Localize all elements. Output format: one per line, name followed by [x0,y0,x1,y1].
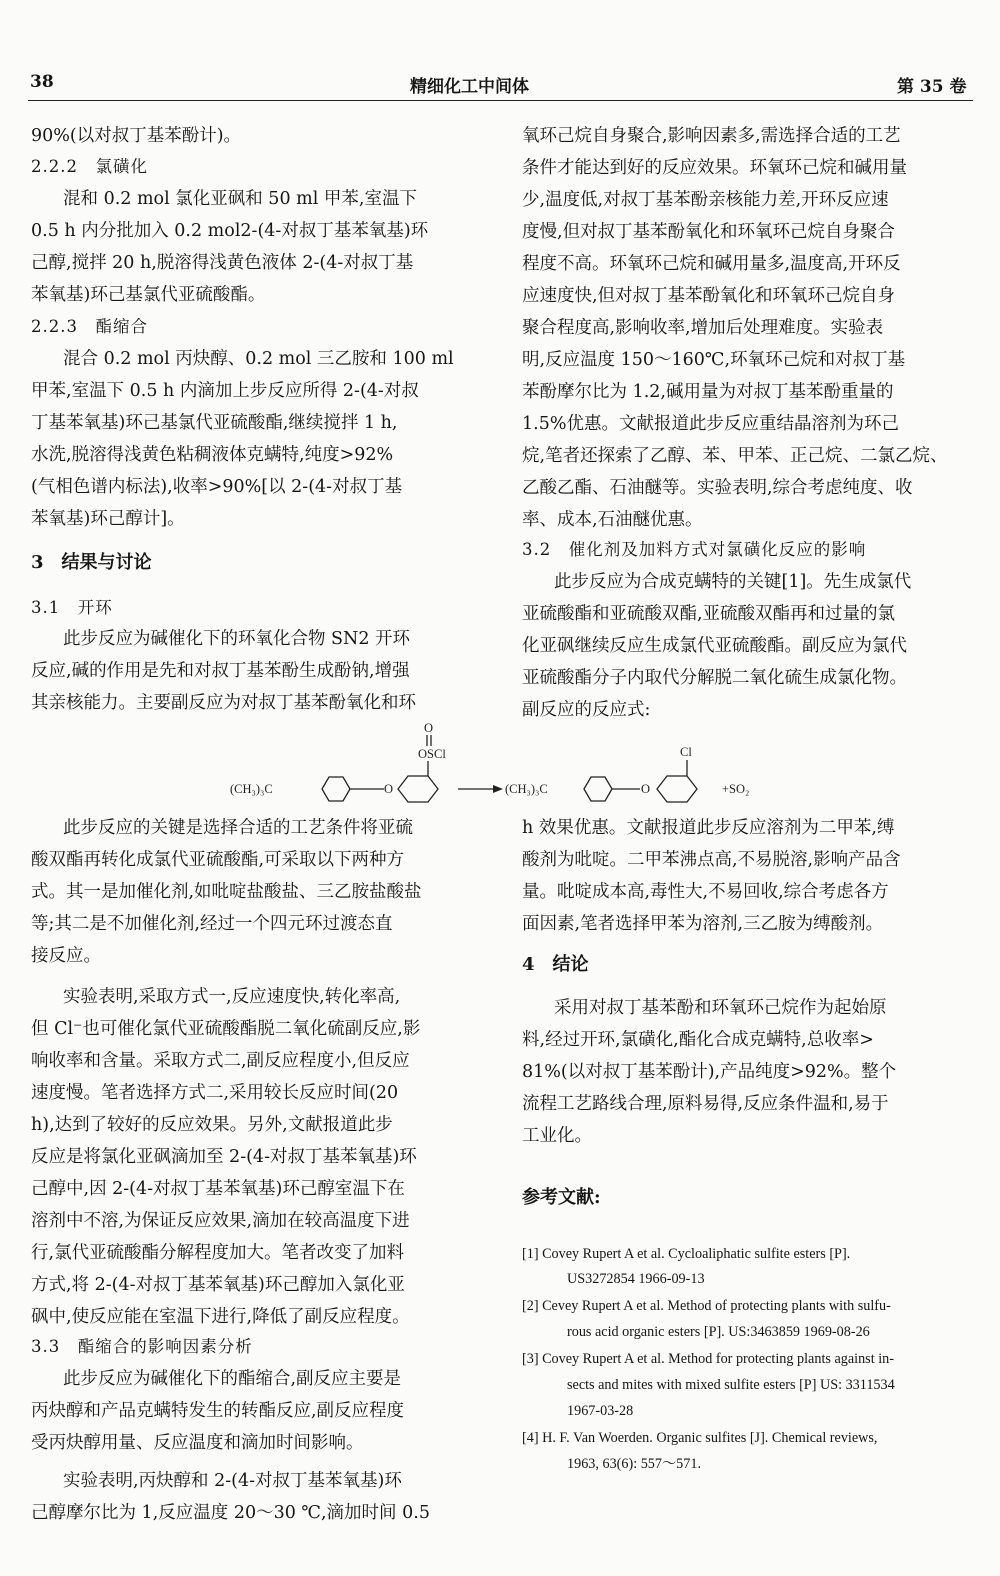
reference-item: sects and mites with mixed sulfite esters [P] US: 3311534 [567,1377,895,1393]
paragraph-line: 行,氯代亚硫酸酯分解程度加大。笔者改变了加料 [31,1243,405,1263]
paragraph-line: 81%(以对叔丁基苯酚计),产品纯度>92%。整个 [522,1062,897,1082]
paragraph-line: 水洗,脱溶得浅黄色粘稠液体克螨特,纯度>92% [31,445,394,465]
paragraph-line: 受丙炔醇用量、反应温度和滴加时间影响。 [31,1433,364,1453]
tert-butyl-group-right: (CH₃)₃C [505,782,548,796]
paragraph-line: 酸剂为吡啶。二甲苯沸点高,不易脱溶,影响产品含 [522,850,901,870]
paragraph-line: 度慢,但对叔丁基苯酚氧化和环氧环己烷自身聚合 [522,222,896,242]
paragraph-line: 氧环己烷自身聚合,影响因素多,需选择合适的工艺 [522,126,901,146]
paragraph-line: 料,经过开环,氯磺化,酯化合成克螨特,总收率> [522,1030,874,1050]
paragraph-line: 条件才能达到好的反应效果。环氧环己烷和碱用量 [522,158,907,178]
tert-butyl-group-left: (CH₃)₃C [230,782,273,796]
paragraph-line: 砜中,使反应能在室温下进行,降低了副反应程度。 [31,1307,410,1327]
paragraph-line: h),达到了较好的反应效果。另外,文献报道此步 [31,1115,393,1135]
paragraph-line: 实验表明,采取方式一,反应速度快,转化率高, [63,987,401,1007]
paragraph-line: 速度慢。笔者选择方式二,采用较长反应时间(20 [31,1083,399,1103]
reference-item: [3] Covey Rupert A et al. Method for protecting plants against in- [522,1351,894,1367]
reference-item: [4] H. F. Van Woerden. Organic sulfites [J]. Chemical reviews, [522,1430,878,1446]
paragraph-line: 采用对叔丁基苯酚和环氧环己烷作为起始原 [554,998,887,1018]
subsection-heading: 2.2.2 氯磺化 [31,157,148,176]
reference-item: rous acid organic esters [P]. US:3463859 1969-08-26 [567,1324,870,1340]
paragraph-line: h 效果优惠。文献报道此步反应溶剂为二甲苯,缚 [522,818,895,838]
paragraph-line: (气相色谱内标法),收率>90%[以 2-(4-对叔丁基 [31,477,403,497]
paragraph-line: 但 Cl⁻也可催化氯代亚硫酸酯脱二氧化硫副反应,影 [31,1019,421,1039]
header-rule [28,100,973,101]
paragraph-line: 此步反应为碱催化下的酯缩合,副反应主要是 [63,1369,402,1389]
paragraph-line: 方式,将 2-(4-对叔丁基苯氧基)环己醇加入氯化亚 [31,1275,405,1295]
references-heading: 参考文献: [522,1187,601,1208]
paragraph-line: 率、成本,石油醚优惠。 [522,510,703,530]
cyclohexane-ring-right [657,776,697,802]
subsection-heading: 3.1 开环 [31,598,113,617]
paragraph-line: 丁基苯氧基)环己基氯代亚硫酸酯,继续搅拌 1 h, [31,413,398,433]
paragraph-line: 亚硫酸酯和亚硫酸双酯,亚硫酸双酯再和过量的氯 [522,604,896,624]
paragraph-line: 副反应的反应式: [522,700,651,720]
paragraph-line: 流程工艺路线合理,原料易得,反应条件温和,易于 [522,1094,889,1114]
paragraph-line: 乙酸乙酯、石油醚等。实验表明,综合考虑纯度、收 [522,478,913,498]
paragraph-line: 明,反应温度 150～160℃,环氧环己烷和对叔丁基 [522,350,906,370]
paragraph-line: 己醇中,因 2-(4-对叔丁基苯氧基)环己醇室温下在 [31,1179,405,1199]
paragraph-line: 工业化。 [522,1126,592,1146]
paragraph-line: 混和 0.2 mol 氯化亚砜和 50 ml 甲苯,室温下 [63,189,417,209]
paragraph-line: 其亲核能力。主要副反应为对叔丁基苯酚氧化和环 [31,693,416,713]
paragraph-line: 响收率和含量。采取方式二,副反应程度小,但反应 [31,1051,410,1071]
paragraph-line: 酸双酯再转化成氯代亚硫酸酯,可采取以下两种方 [31,850,405,870]
paragraph-line: 混合 0.2 mol 丙炔醇、0.2 mol 三乙胺和 100 ml [63,349,454,369]
subsection-heading: 3.2 催化剂及加料方式对氯磺化反应的影响 [522,540,867,559]
paragraph-line: 聚合程度高,影响收率,增加后处理难度。实验表 [522,318,884,338]
paragraph-line: 1.5%优惠。文献报道此步反应重结晶溶剂为环己 [522,414,899,434]
paragraph-line: 此步反应为碱催化下的环氧化合物 SN2 开环 [63,629,411,649]
paragraph-line: 实验表明,丙炔醇和 2-(4-对叔丁基苯氧基)环 [63,1471,402,1491]
paragraph-line: 己醇摩尔比为 1,反应温度 20～30 ℃,滴加时间 0.5 [31,1503,430,1523]
paragraph-line: 己醇,搅拌 20 h,脱溶得浅黄色液体 2-(4-对叔丁基 [31,253,414,273]
page-number: 38 [30,72,54,92]
section-heading: 3 结果与讨论 [31,552,152,573]
paragraph-line: 化亚砜继续反应生成氯代亚硫酸酯。副反应为氯代 [522,636,907,656]
reference-item: US3272854 1966-09-13 [567,1271,705,1287]
benzene-ring-left [322,777,350,801]
paragraph-line: 反应是将氯化亚砜滴加至 2-(4-对叔丁基苯氧基)环 [31,1147,417,1167]
paragraph-line: 程度不高。环氧环己烷和碱用量多,温度高,开环反 [522,254,901,274]
subsection-heading: 3.3 酯缩合的影响因素分析 [31,1337,253,1356]
chlorine-atom: Cl [680,745,692,759]
ether-oxygen-left: O [384,782,394,796]
volume-label: 第 35 卷 [897,77,967,97]
section-heading: 4 结论 [522,954,589,975]
ether-oxygen-right: O [641,782,651,796]
paragraph-line: 应速度快,但对叔丁基苯酚氧化和环氧环己烷自身 [522,286,896,306]
paragraph-line: 苯氧基)环己基氯代亚硫酸酯。 [31,285,266,305]
paragraph-line: 苯酚摩尔比为 1.2,碱用量为对叔丁基苯酚重量的 [522,382,894,402]
paragraph-line: 量。吡啶成本高,毒性大,不易回收,综合考虑各方 [522,882,889,902]
reaction-scheme [0,712,1000,818]
paragraph-line: 此步反应为合成克螨特的关键[1]。先生成氯代 [554,572,912,592]
paragraph-line: 溶剂中不溶,为保证反应效果,滴加在较高温度下进 [31,1211,410,1231]
paragraph-line: 面因素,笔者选择甲苯为溶剂,三乙胺为缚酸剂。 [522,914,884,934]
paragraph-line: 烷,笔者还探索了乙醇、苯、甲苯、正己烷、二氯乙烷、 [522,446,948,466]
paragraph-line: 反应,碱的作用是先和对叔丁基苯酚生成酚钠,增强 [31,661,410,681]
paragraph-line: 苯氧基)环己醇计]。 [31,509,185,529]
reference-item: [1] Covey Rupert A et al. Cycloaliphatic sulfite esters [P]. [522,1246,851,1262]
paragraph-line: 甲苯,室温下 0.5 h 内滴加上步反应所得 2-(4-对叔 [31,381,419,401]
paragraph-line: 此步反应的关键是选择合适的工艺条件将亚硫 [63,818,413,838]
paragraph-line: 接反应。 [31,946,101,966]
chlorosulfite-group: OSCl [418,747,446,761]
benzene-ring-right [584,777,612,801]
sulfur-dioxide-product: +SO₂ [722,782,750,796]
paragraph-line: 少,温度低,对叔丁基苯酚亲核能力差,开环反应速 [522,190,889,210]
paragraph-line: 式。其一是加催化剂,如吡啶盐酸盐、三乙胺盐酸盐 [31,882,422,902]
reference-item: 1967-03-28 [567,1403,634,1419]
subsection-heading: 2.2.3 酯缩合 [31,317,148,336]
journal-title: 精细化工中间体 [410,77,529,97]
sulfinyl-oxygen: O [424,721,434,735]
reference-item: [2] Cevey Rupert A et al. Method of protecting plants with sulfu- [522,1298,891,1314]
paragraph-line: 丙炔醇和产品克螨特发生的转酯反应,副反应程度 [31,1401,405,1421]
reference-item: 1963, 63(6): 557～571. [567,1456,701,1472]
paragraph-line: 等;其二是不加催化剂,经过一个四元环过渡态直 [31,914,393,934]
cyclohexane-ring-left [398,776,438,802]
paragraph-line: 亚硫酸酯分子内取代分解脱二氧化硫生成氯化物。 [522,668,907,688]
paragraph-line: 0.5 h 内分批加入 0.2 mol2-(4-对叔丁基苯氧基)环 [31,221,429,241]
paragraph-line: 90%(以对叔丁基苯酚计)。 [31,126,242,146]
